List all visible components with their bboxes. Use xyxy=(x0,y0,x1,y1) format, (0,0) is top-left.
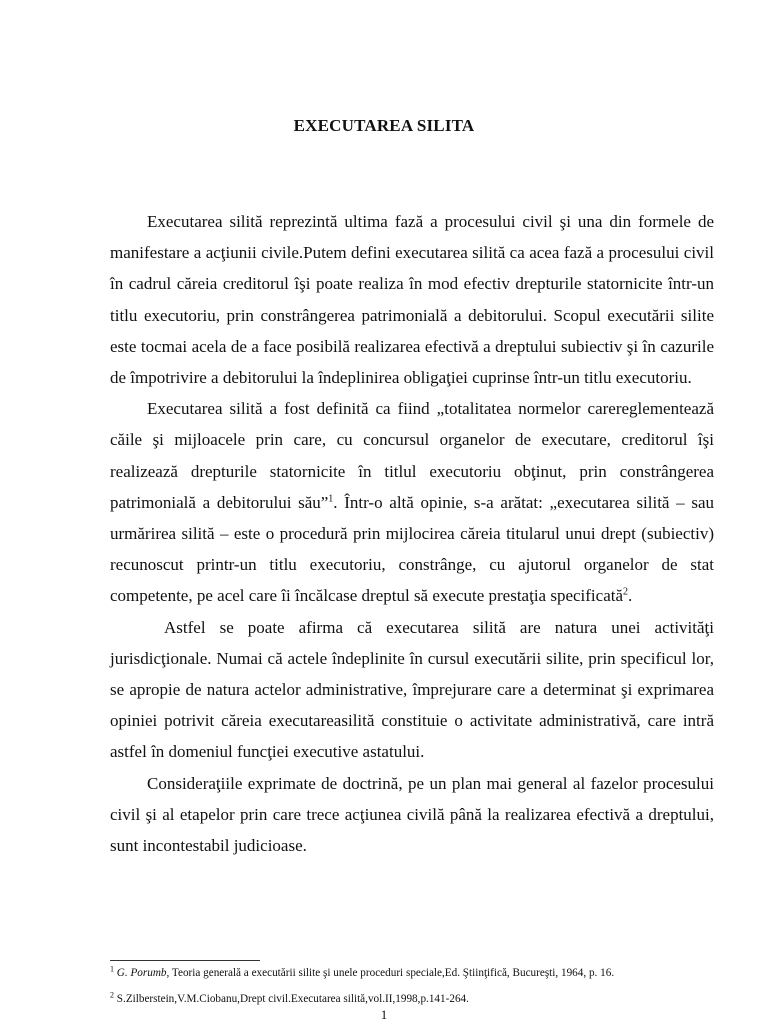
footnote-1-mark: 1 xyxy=(110,964,114,974)
paragraph-2 xyxy=(110,393,714,611)
footnote-ref-1: 1 xyxy=(328,493,334,505)
footnote-1 xyxy=(110,966,730,980)
footnote-1-text: , Teoria generală a executării silite şi unele proceduri speciale,Ed. Ştiinţifică, Bucureşti, 1964, p. 16. xyxy=(166,967,615,979)
footnote-2-text: S.Zilberstein,V.M.Ciobanu,Drept civil.Executarea silită,vol.II,1998,p.141-264. xyxy=(114,993,469,1005)
paragraph-2-part-3: . xyxy=(628,586,633,606)
paragraph-3: Astfel se poate afirma că executarea silită are natura unei activităţi jurisdicţionale. Numai că actele îndeplinite în cursul executării silite, prin specificul lor, se apropie de natura actelor administrative, împrejurare care a determinat şi exprimarea opiniei potrivit căreia executareasilită constituie o activitate administrativă, care intră astfel în domeniul funcţiei executive astatului. xyxy=(110,617,714,762)
document-body xyxy=(110,206,714,861)
paragraph-2-part-2: . Într-o altă opinie, s-a arătat: „executarea silită – sau urmărirea silită – este o procedură prin mijlocirea căreia titularul unui drept (subiectiv) recunoscut printr-un titlu executoriu, constrânge, cu ajutorul organelor de stat competente, pe acel care îi încălcase dreptul să execute prestaţia specificată xyxy=(110,492,714,606)
footnote-1-author: G. Porumb xyxy=(116,967,167,979)
footnote-2-mark: 2 xyxy=(110,990,114,1000)
page-number: 1 xyxy=(380,1007,388,1022)
footnote-ref-2: 2 xyxy=(623,586,629,598)
footnote-separator xyxy=(110,960,260,961)
paragraph-2-part-1: Executarea silită a fost definită ca fiind „totalitatea normelor carereglementează căile şi mijloacele prin care, cu concursul organelor de executare, creditorul îşi realizează drepturile statornicite în titlul executoriu obţinut, prin constrângerea patrimonială a debitorului său” xyxy=(110,399,714,512)
document-title: EXECUTAREA SILITA xyxy=(293,116,475,135)
paragraph-4: Consideraţiile exprimate de doctrină, pe un plan mai general al fazelor procesului civil şi al etapelor prin care trece acţiunea civilă până la realizarea efectivă a dreptului, sunt incontestabil judicioase. xyxy=(110,773,714,856)
footnote-2 xyxy=(110,992,730,1006)
paragraph-1: Executarea silită reprezintă ultima fază a procesului civil şi una din formele de manifestare a acţiunii civile.Putem defini executarea silită ca acea fază a procesului civil în cadrul căreia creditorul îşi poate realiza în mod efectiv drepturile statornicite într-un titlu executoriu, prin constrângerea patrimonială a debitorului. Scopul executării silite este tocmai acela de a face posibilă realizarea efectivă a dreptului subiectiv şi în cazurile de împotrivire a debitorului la îndeplinirea obligaţiei cuprinse într-un titlu executoriu. xyxy=(110,212,714,388)
